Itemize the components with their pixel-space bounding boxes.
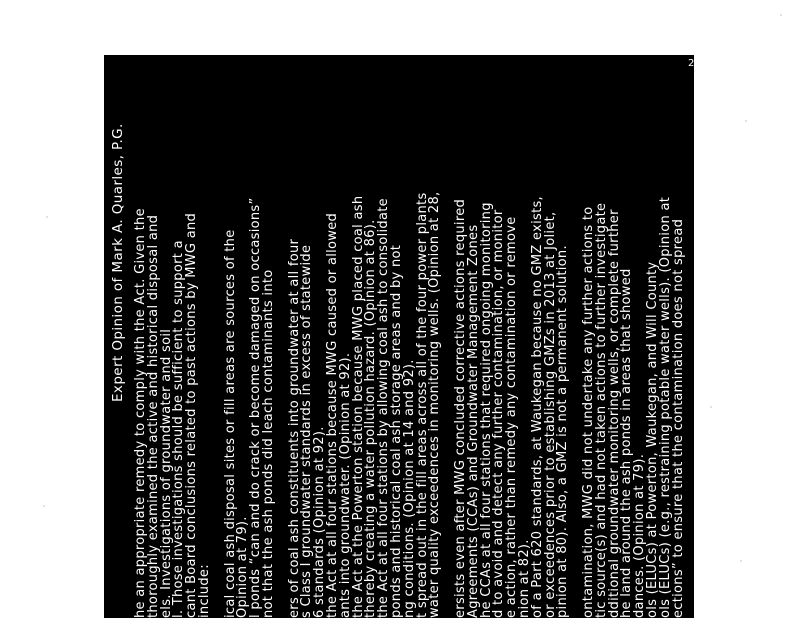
text-line: ontamination, MWG did not undertake any further actions to xyxy=(581,206,596,618)
text-line: 6 standards (Opinion at 92). xyxy=(312,426,328,618)
text-line: the Act at the Powerton station because MWG placed coal ash xyxy=(350,195,366,618)
text-line: pinion at 80). Also, a GMZ is not a permanent solution. xyxy=(555,245,571,618)
text-line: l. Those investigations should be sufficient to support a xyxy=(171,240,187,618)
text-line: thereby creating a water pollution hazard. (Opinion at 86). xyxy=(363,219,379,618)
text-line: els. Investigations of groundwater and soil xyxy=(158,328,174,618)
text-line: the Act at all four stations by allowing coal ash to consolidate xyxy=(376,198,392,618)
scan-speck xyxy=(740,560,742,562)
text-line: water quality exceedences in monitoring wells. (Opinion at 28, xyxy=(427,191,443,618)
scan-speck xyxy=(780,14,782,16)
text-line: not that the ash ponds did leach contaminants into xyxy=(261,269,276,618)
text-line: s Class I groundwater standards in excess of statewide xyxy=(299,244,315,618)
text-line: l ponds “can and do crack or become damaged on occasions” xyxy=(248,197,264,618)
text-line: of a Part 620 standards, at Waukegan because no GMZ exists, xyxy=(529,196,545,618)
rotated-page-content xyxy=(104,55,694,618)
text-line: ers of coal ash constituents into groundwater at all four xyxy=(286,238,302,618)
text-line: ols (ELUCs) at Powerton, Waukegan, and Will County xyxy=(645,261,660,618)
text-line: he CCAs at all four stations that required ongoing monitoring xyxy=(478,202,494,618)
scan-speck xyxy=(745,120,747,122)
text-line: t spread out in the fill areas across all of the four power plants xyxy=(414,192,430,618)
scan-speck xyxy=(710,406,712,408)
page-header: Expert Opinion of Mark A. Quarles, P.G. xyxy=(110,123,126,402)
text-line: ng conditions. (Opinion at 14 and 92). xyxy=(401,359,417,618)
text-line: ersists even after MWG concluded corrective actions required xyxy=(453,198,468,618)
text-line: tic source(s) and had not taken actions to further investigate xyxy=(593,202,609,618)
text-line: dances. (Opinion at 79). xyxy=(632,453,648,618)
text-line: e action, rather than remedy any contamination or remove xyxy=(504,216,520,618)
text-line: d to avoid and detect any further contamination, or monitor xyxy=(491,209,507,618)
text-line: cant Board conclusions related to past actions by MWG and xyxy=(184,212,200,618)
page-mark: 2 xyxy=(688,58,695,69)
text-line: ections” to ensure that the contamination does not spread xyxy=(670,218,686,618)
scan-speck xyxy=(46,216,48,218)
text-line: ponds and historical coal ash storage areas and by not xyxy=(389,244,404,618)
scan-speck xyxy=(43,505,45,507)
text-line: nion at 82). xyxy=(517,539,532,618)
text-line: ical coal ash disposal sites or fill areas are sources of the xyxy=(222,229,238,618)
text-line: include: xyxy=(197,564,212,618)
text-line: he an appropriate remedy to comply with the Act. Given the xyxy=(133,208,148,618)
text-line: or exceedences prior to establishing GMZs in 2013 at Joliet, xyxy=(542,211,558,618)
text-line: Opinion at 79). xyxy=(235,516,251,618)
text-line: the Act at all four stations because MWG caused or allowed xyxy=(325,212,340,618)
text-line: thoroughly examined the active and historical disposal and xyxy=(145,214,161,618)
text-line: ants into groundwater. (Opinion at 92). xyxy=(337,352,353,618)
scanned-page xyxy=(104,55,694,618)
text-line: ols (ELUCs) (e.g., restraining potable water wells). (Opinion at xyxy=(657,196,673,618)
text-line: Agreements (CCAs) and Groundwater Management Zones xyxy=(465,224,481,618)
text-line: he land around the ash ponds in areas that showed xyxy=(619,268,635,618)
text-line: dditional groundwater monitoring wells, or complete further xyxy=(606,209,622,618)
